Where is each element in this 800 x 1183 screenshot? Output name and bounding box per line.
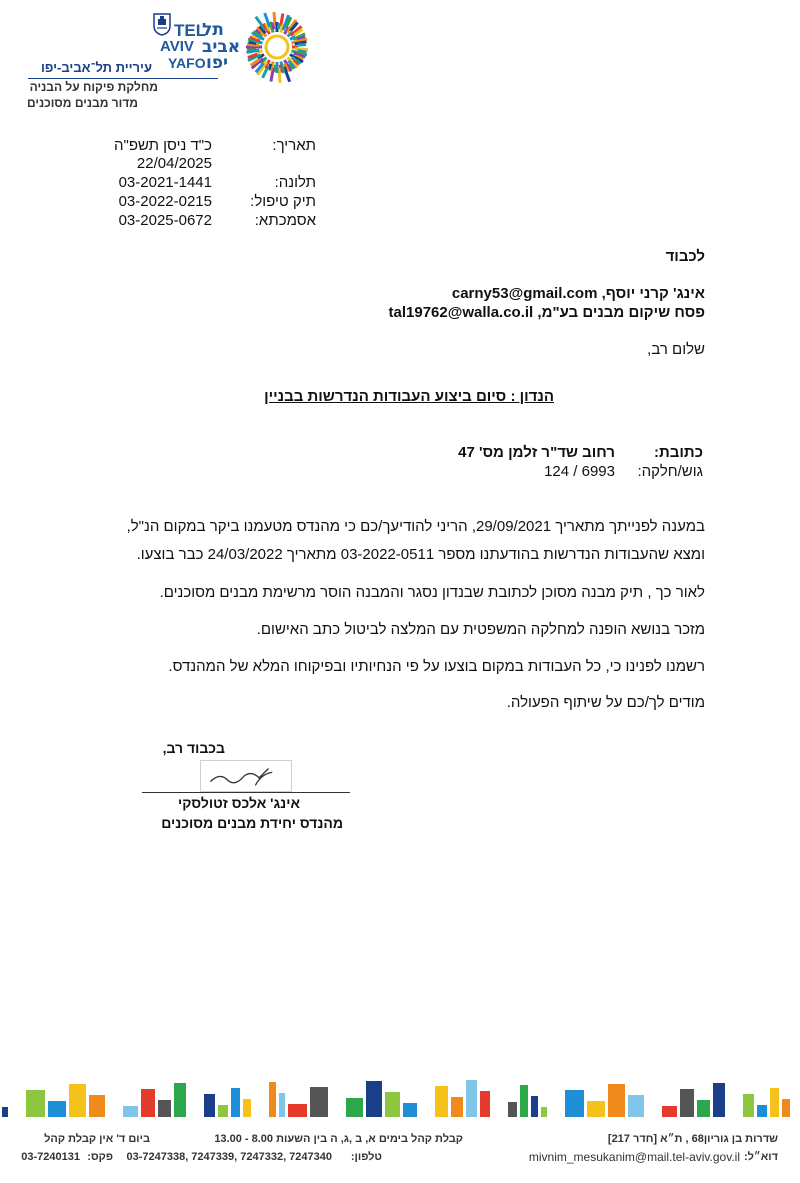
- footer-phone-label: טלפון:: [350, 1151, 382, 1163]
- footer-bar: [713, 1083, 725, 1117]
- footer-bar: [435, 1086, 448, 1117]
- footer-bar: [279, 1093, 285, 1117]
- logo-ray: [274, 12, 275, 26]
- recipient-line-2: פסח שיקום מבנים בע"מ, tal19762@walla.co.il: [388, 304, 705, 321]
- footer-bar: [218, 1105, 228, 1117]
- reference-number: 03-2025-0672: [118, 212, 212, 229]
- recipient-line-1: אינג' קרני יוסף, carny53@gmail.com: [451, 285, 705, 302]
- footer-email-label: דוא״ל:: [743, 1151, 778, 1163]
- reference-label: אסמכתא:: [254, 212, 316, 229]
- signer-title: מהנדס יחידת מבנים מסוכנים: [161, 815, 343, 831]
- footer-bar: [243, 1099, 251, 1117]
- footer-bar: [288, 1104, 307, 1117]
- signature-line: [142, 792, 350, 793]
- footer-bar: [158, 1100, 171, 1117]
- footer-bar: [770, 1088, 779, 1117]
- footer-bar: [174, 1083, 186, 1117]
- footer-bar: [520, 1085, 528, 1117]
- body-paragraph-1-line-1: במענה לפנייתך מתאריך 29/09/2021, הריני להודיעך/כם כי מהנדס מטעמנו ביקר במקום הנ"ל,: [126, 518, 705, 535]
- footer-bar: [628, 1095, 644, 1117]
- logo-aviv: AVIV: [160, 38, 194, 55]
- date-label: תאריך:: [272, 137, 316, 154]
- footer-no-reception: ביום ד' אין קבלת קהל: [44, 1133, 150, 1145]
- logo-ray: [295, 49, 308, 50]
- footer-reception-hours: קבלת קהל בימים א, ב ,ג, ה בין השעות 8.00 - 13.00: [214, 1133, 463, 1145]
- footer-fax-label: פקס:: [87, 1151, 113, 1163]
- date-gregorian: 22/04/2025: [136, 155, 212, 172]
- logo-ray: [279, 68, 280, 83]
- municipal-emblem-icon: [152, 12, 172, 36]
- footer-bar: [480, 1091, 490, 1117]
- logo-heb-yafo: יפו: [206, 53, 229, 73]
- logo-heb-aviv: אביב: [202, 37, 241, 57]
- unit-name: מדור מבנים מסוכנים: [26, 96, 138, 110]
- footer-bar: [451, 1097, 463, 1117]
- footer-bar: [782, 1099, 790, 1117]
- footer-bar: [697, 1100, 710, 1117]
- handwritten-signature: [200, 760, 292, 792]
- footer-email[interactable]: mivnim_mesukanim@mail.tel-aviv.gov.il: [528, 1150, 740, 1164]
- footer-fax: 03-7240131: [21, 1151, 80, 1163]
- footer-bar: [141, 1089, 155, 1117]
- logo-yafo: YAFO: [168, 55, 206, 71]
- logo-ray: [275, 65, 276, 72]
- footer-bar: [508, 1102, 517, 1117]
- body-paragraph-5: מודים לך/כם על שיתוף הפעולה.: [506, 694, 705, 711]
- body-paragraph-4: רשמנו לפנינו כי, כל העבודות במקום בוצעו על פי הנחיותיו ובפיקוחו המלא של המהנדס.: [168, 658, 705, 675]
- footer-bar: [743, 1094, 754, 1117]
- file-number: 03-2022-0215: [118, 193, 212, 210]
- address-value: רחוב שד"ר זלמן מס' 47: [458, 444, 615, 461]
- footer-bar: [608, 1084, 625, 1117]
- footer-bar: [385, 1092, 400, 1117]
- footer-bar: [346, 1098, 363, 1117]
- signer-name: אינג' אלכס זטולסקי: [178, 795, 300, 811]
- complaint-label: תלונה:: [274, 174, 316, 191]
- footer-decorative-bars: [0, 1075, 800, 1120]
- footer-bar: [123, 1106, 138, 1117]
- greeting: שלום רב,: [647, 341, 705, 358]
- logo-tel: TEL: [174, 21, 207, 40]
- address-label: כתובת:: [654, 444, 703, 461]
- complaint-number: 03-2021-1441: [118, 174, 212, 191]
- footer-phones: 03-7247338, 7247339, 7247332, 7247340: [126, 1151, 332, 1163]
- footer-bar: [565, 1090, 584, 1117]
- logo-ray: [247, 44, 259, 45]
- footer-bar: [2, 1107, 8, 1117]
- logo-heb-tel: תל: [202, 20, 224, 40]
- city-logo-wordmark: [160, 22, 245, 72]
- salutation: לכבוד: [665, 248, 705, 265]
- department-name: מחלקת פיקוח על הבניה: [29, 80, 158, 94]
- footer-bar: [269, 1082, 276, 1117]
- parcel-label: גוש/חלקה:: [637, 463, 703, 480]
- footer-bar: [403, 1103, 417, 1117]
- date-hebrew: כ"ד ניסן תשפ"ה: [113, 137, 212, 154]
- footer-bar: [310, 1087, 328, 1117]
- footer-bar: [662, 1106, 677, 1117]
- body-paragraph-2: לאור כך , תיק מבנה מסוכן לכתובת שבנדון נסגר והמבנה הוסר מרשימת מבנים מסוכנים.: [159, 584, 705, 601]
- parcel-value: 124 / 6993: [544, 463, 615, 480]
- footer-bar: [757, 1105, 767, 1117]
- footer-bar: [466, 1080, 477, 1117]
- footer-bar: [89, 1095, 105, 1117]
- footer-bar: [680, 1089, 694, 1117]
- footer-bar: [531, 1096, 538, 1117]
- footer-bar: [26, 1090, 45, 1117]
- closing: בכבוד רב,: [162, 740, 225, 756]
- footer-bar: [231, 1088, 240, 1117]
- footer-bar: [587, 1101, 605, 1117]
- footer-bar: [48, 1101, 66, 1117]
- footer-bar: [366, 1081, 382, 1117]
- body-paragraph-3: מזכר בנושא הופנה למחלקה המשפטית עם המלצה לביטול כתב האישום.: [256, 621, 705, 638]
- file-label: תיק טיפול:: [250, 193, 316, 210]
- city-name: עיריית תל־אביב-יפו: [40, 60, 152, 75]
- logo-ray: [298, 44, 306, 45]
- footer-bar: [204, 1094, 215, 1117]
- body-paragraph-1-line-2: ומצא שהעבודות הנדרשות בהודעתנו מספר 03-2022-0511 מתאריך 24/03/2022 כבר בוצעו.: [136, 546, 705, 563]
- footer-bar: [69, 1084, 86, 1117]
- subject-line: הנדון : סיום ביצוע העבודות הנדרשות בבניין: [264, 388, 554, 405]
- footer-bar: [541, 1107, 547, 1117]
- logo-ray: [247, 49, 256, 50]
- logo-ray: [279, 23, 280, 29]
- footer-address: שדרות בן גוריון68 , ת״א [חדר 217]: [607, 1133, 778, 1145]
